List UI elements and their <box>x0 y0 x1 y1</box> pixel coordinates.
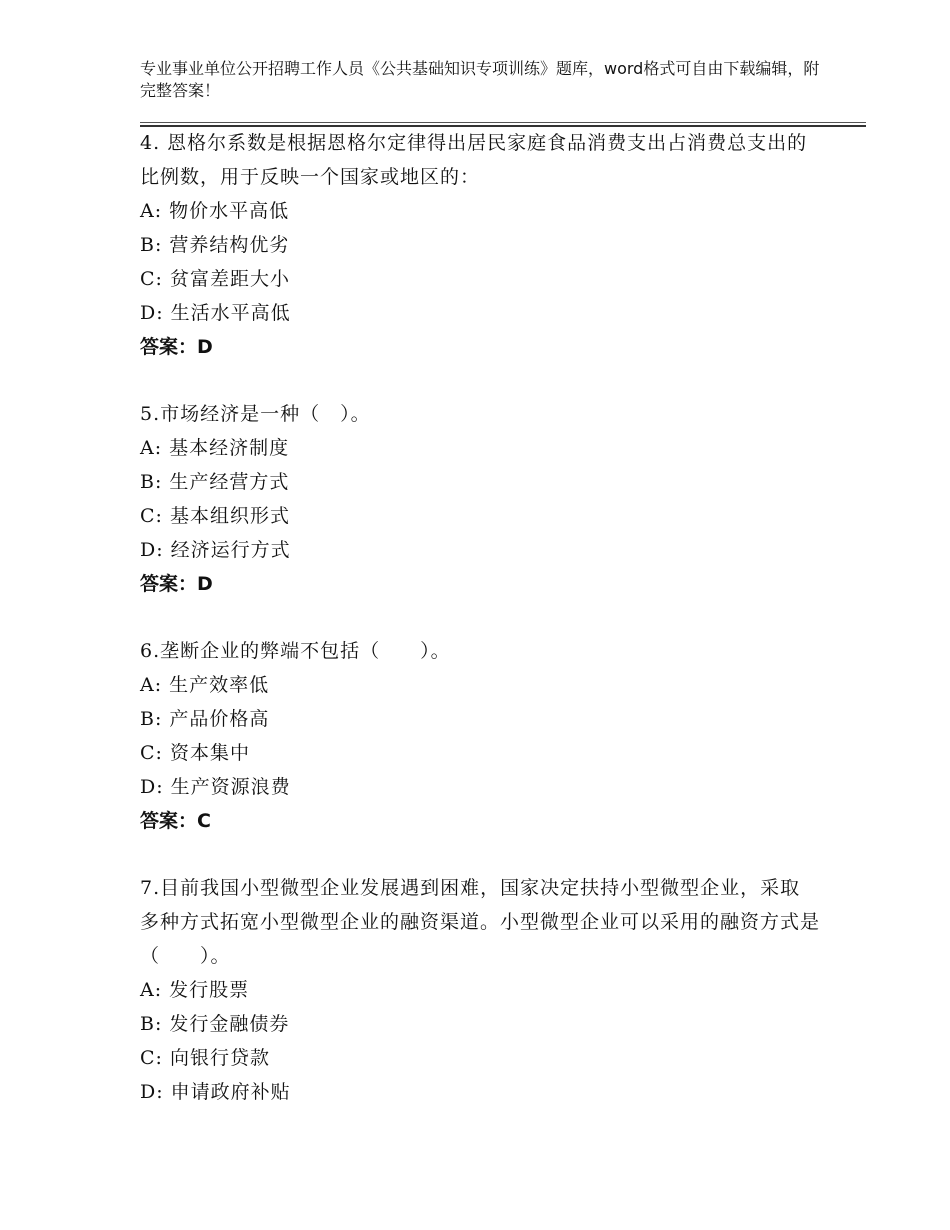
question-5 <box>140 397 820 601</box>
question-stem: 4. 恩格尔系数是根据恩格尔定律得出居民家庭食品消费支出占消费总支出的比例数，用于反映一个国家或地区的： <box>140 132 808 188</box>
option-b: B: 发行金融债券 <box>140 1013 290 1035</box>
option-a: A: 发行股票 <box>140 979 250 1001</box>
answer-line: 答案：D <box>140 573 213 595</box>
question-stem: 5.市场经济是一种（ ）。 <box>140 403 371 425</box>
option-d: D: 生活水平高低 <box>140 302 291 324</box>
question-list <box>140 126 820 1109</box>
option-a: A: 物价水平高低 <box>140 200 290 222</box>
option-c: C: 贫富差距大小 <box>140 268 290 290</box>
option-b: B: 营养结构优劣 <box>140 234 290 256</box>
option-d: D: 申请政府补贴 <box>140 1081 291 1103</box>
header-rule <box>140 122 866 123</box>
option-a: A: 基本经济制度 <box>140 437 290 459</box>
option-c: C: 资本集中 <box>140 742 250 764</box>
question-7 <box>140 871 820 1109</box>
option-c: C: 基本组织形式 <box>140 505 290 527</box>
option-c: C: 向银行贷款 <box>140 1047 270 1069</box>
option-b: B: 产品价格高 <box>140 708 270 730</box>
document-header: 专业事业单位公开招聘工作人员《公共基础知识专项训练》题库，word格式可自由下载编辑，附完整答案！ <box>140 59 820 100</box>
question-stem: 7.目前我国小型微型企业发展遇到困难，国家决定扶持小型微型企业，采取多种方式拓宽小型微型企业的融资渠道。小型微型企业可以采用的融资方式是（ ）。 <box>140 877 821 967</box>
answer-line: 答案：D <box>140 336 213 358</box>
option-d: D: 经济运行方式 <box>140 539 291 561</box>
question-4 <box>140 126 820 364</box>
option-d: D: 生产资源浪费 <box>140 776 291 798</box>
option-a: A: 生产效率低 <box>140 674 270 696</box>
answer-line: 答案：C <box>140 810 211 832</box>
option-b: B: 生产经营方式 <box>140 471 290 493</box>
question-6 <box>140 634 820 838</box>
question-stem: 6.垄断企业的弊端不包括（ ）。 <box>140 640 451 662</box>
